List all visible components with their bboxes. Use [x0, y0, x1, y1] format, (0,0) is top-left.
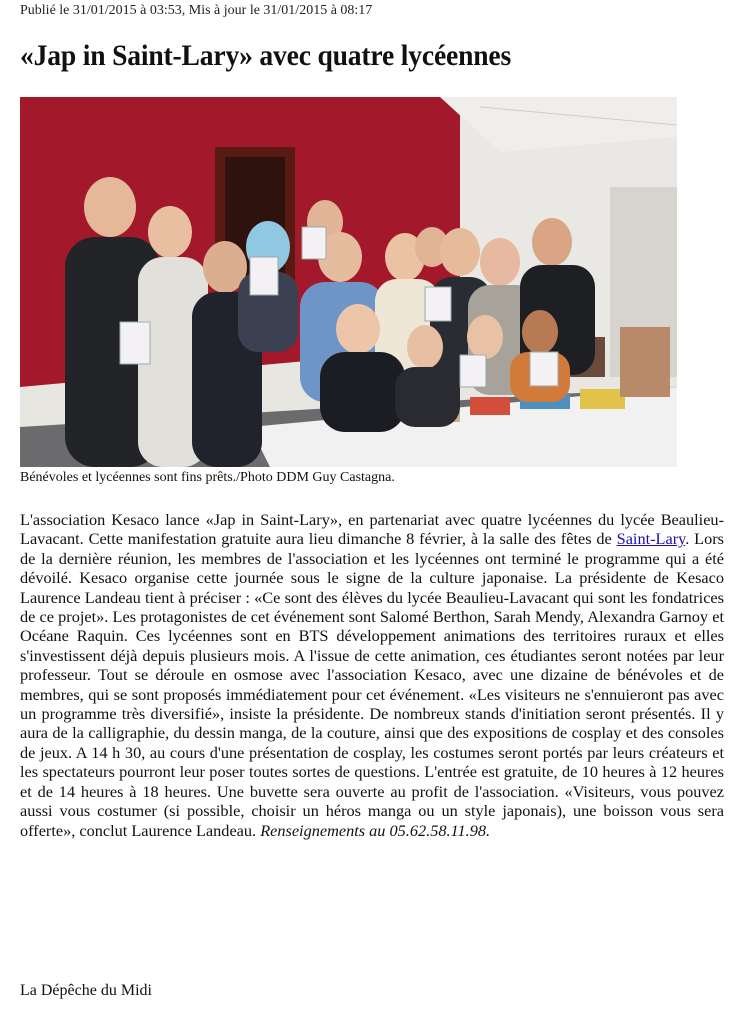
article-text-part1: L'association Kesaco lance «Jap in Saint-Lary», en partenariat avec quatre lycéennes du lycée Beaulieu-Lavacant. Cette manifestation gratuite aura lieu dimanche 8 février, à la salle des fêtes de: [20, 510, 724, 549]
info-line: Renseignements au 05.62.58.11.98.: [260, 820, 491, 840]
article-photo: [20, 97, 677, 467]
publication-meta: Publié le 31/01/2015 à 03:53, Mis à jour le 31/01/2015 à 08:17: [20, 3, 373, 18]
group-photo-illustration: [20, 97, 677, 467]
article-body: [20, 510, 724, 840]
photo-caption: Bénévoles et lycéennes sont fins prêts./Photo DDM Guy Castagna.: [20, 470, 395, 485]
article-text-part2: . Lors de la dernière réunion, les membres de l'association et les lycéennes ont terminé le programme qui a été dévoilé. Kesaco organise cette journée sous le signe de la culture japonaise. La présidente de Kesaco Laurence Landeau tient à préciser : «Ce sont des élèves du lycée Beaulieu-Lavacant qui sont les fondatrices de ce projet». Les protagonistes de cet événement sont Salomé Berthon, Sarah Mendy, Alexandra Garnoy et Océane Raquin. Ces lycéennes sont en BTS développement animations des territoires ruraux et elles s'investissent déjà depuis plusieurs mois. A l'issue de cette animation, ces étudiantes seront notées par leur professeur. Tout se déroule en osmose avec l'association Kesaco, avec une dizaine de bénévoles et de membres, qui se sont proposés immédiatement pour cet événement. «Les visiteurs ne s'ennuieront pas avec un programme très diversifié», insiste la présidente. De nombreux stands d'initiation seront présentés. Il y aura de la calligraphie, du dessin manga, de la couture, ainsi que des expositions de cosplay et des consoles de jeux. A 14 h 30, au cours d'une présentation de cosplay, les costumes seront portés par leurs créateurs et les spectateurs pourront leur poser toutes sortes de questions. L'entrée est gratuite, de 10 heures à 12 heures et de 14 heures à 18 heures. Une buvette sera ouverte au profit de l'association. «Visiteurs, vous pouvez aussi vous costumer (si possible, choisir un héros manga ou un style japonais), une boisson vous sera offerte», conclut Laurence Landeau.: [20, 529, 724, 840]
headline: «Jap in Saint-Lary» avec quatre lycéennes: [20, 39, 512, 72]
saint-lary-link[interactable]: Saint-Lary: [616, 529, 686, 549]
source-credit: La Dépêche du Midi: [20, 982, 152, 999]
